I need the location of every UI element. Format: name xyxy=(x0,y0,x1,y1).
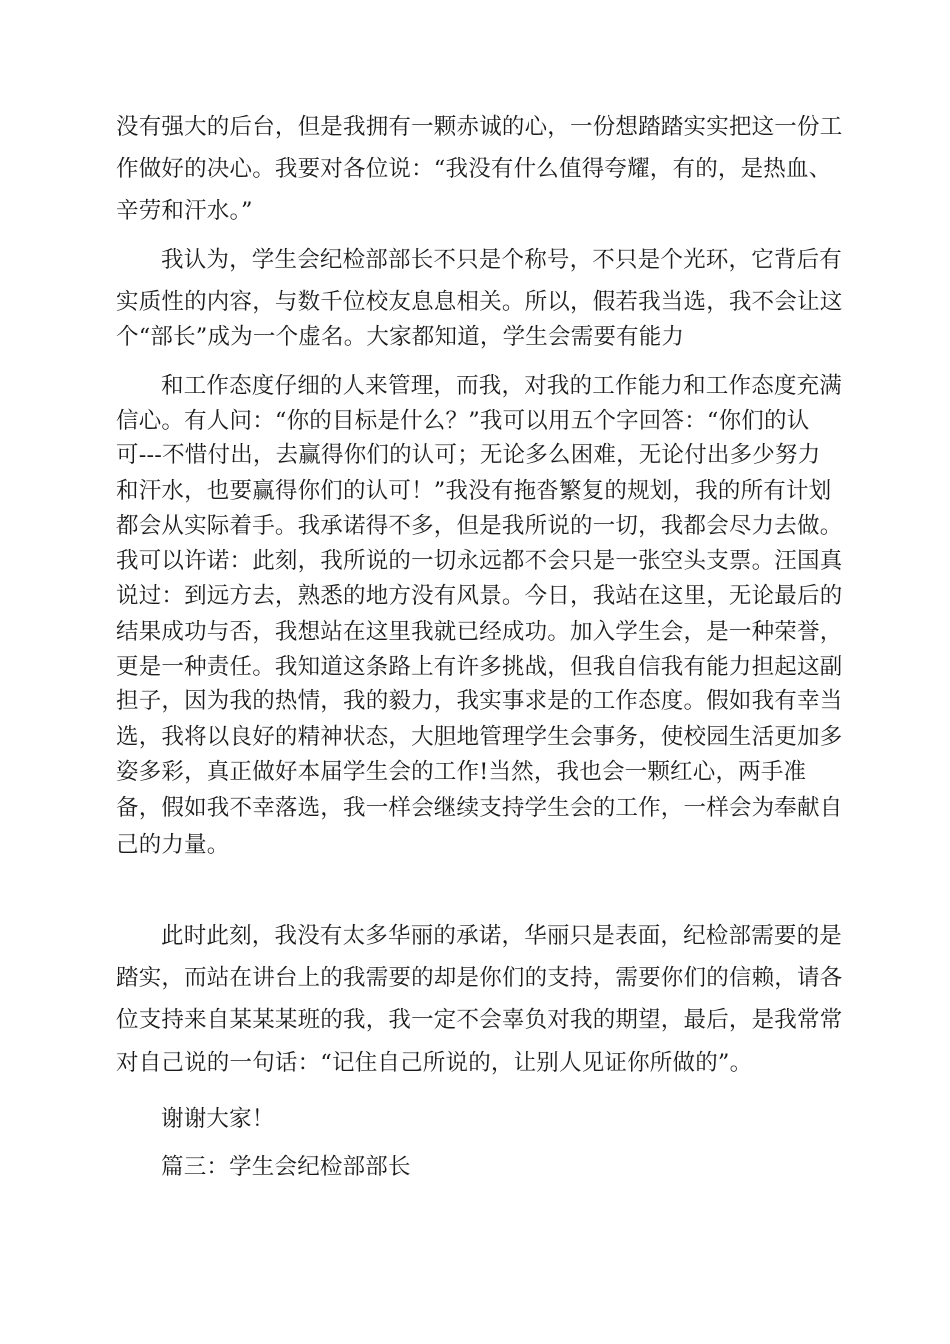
text-line: 姿多彩，真正做好本届学生会的工作!当然，我也会一颗红心，两手准 xyxy=(116,759,807,785)
text-line: 我可以许诺：此刻，我所说的一切永远都不会只是一张空头支票。汪国真 xyxy=(116,548,843,574)
text-line: 辛劳和汗水。” xyxy=(116,198,253,224)
text-line: 此时此刻，我没有太多华丽的承诺，华丽只是表面，纪检部需要的是 xyxy=(161,923,843,949)
text-line: 担子，因为我的热情，我的毅力，我实事求是的工作态度。假如我有幸当 xyxy=(116,688,843,714)
text-line: 都会从实际着手。我承诺得不多，但是我所说的一切，我都会尽力去做。 xyxy=(116,513,843,539)
text-line: 实质性的内容，与数千位校友息息相关。所以，假若我当选，我不会让这 xyxy=(116,289,843,315)
section-heading: 篇三：学生会纪检部部长 xyxy=(161,1154,411,1180)
text-line: 我认为，学生会纪检部部长不只是个称号，不只是个光环，它背后有 xyxy=(161,247,843,273)
text-line: 踏实，而站在讲台上的我需要的却是你们的支持，需要你们的信赖，请各 xyxy=(116,965,843,991)
closing-line: 谢谢大家！ xyxy=(161,1106,275,1132)
text-line: 可---不惜付出，去赢得你们的认可；无论多么困难，无论付出多少努力 xyxy=(116,442,821,468)
text-line: 结果成功与否，我想站在这里我就已经成功。加入学生会，是一种荣誉， xyxy=(116,619,843,645)
text-line: 作做好的决心。我要对各位说：“我没有什么值得夸耀，有的，是热血、 xyxy=(116,156,832,182)
text-line: 和汗水，也要赢得你们的认可！”我没有拖沓繁复的规划，我的所有计划 xyxy=(116,478,832,504)
text-line: 更是一种责任。我知道这条路上有许多挑战，但我自信我有能力担起这副 xyxy=(116,654,843,680)
text-line: 备，假如我不幸落选，我一样会继续支持学生会的工作，一样会为奉献自 xyxy=(116,795,843,821)
text-line: 说过：到远方去，熟悉的地方没有风景。今日，我站在这里，无论最后的 xyxy=(116,583,843,609)
text-line: 和工作态度仔细的人来管理，而我，对我的工作能力和工作态度充满 xyxy=(161,373,843,399)
text-line: 没有强大的后台，但是我拥有一颗赤诚的心，一份想踏踏实实把这一份工 xyxy=(116,114,843,140)
text-line: 选，我将以良好的精神状态，大胆地管理学生会事务，使校园生活更加多 xyxy=(116,724,843,750)
text-line: 位支持来自某某某班的我，我一定不会辜负对我的期望，最后，是我常常 xyxy=(116,1007,843,1033)
text-line: 己的力量。 xyxy=(116,832,230,858)
text-line: 对自己说的一句话：“记住自己所说的，让别人见证你所做的”。 xyxy=(116,1050,753,1076)
text-line: 个“部长”成为一个虚名。大家都知道，学生会需要有能力 xyxy=(116,324,685,350)
text-line: 信心。有人问：“你的目标是什么？”我可以用五个字回答：“你们的认 xyxy=(116,408,810,434)
